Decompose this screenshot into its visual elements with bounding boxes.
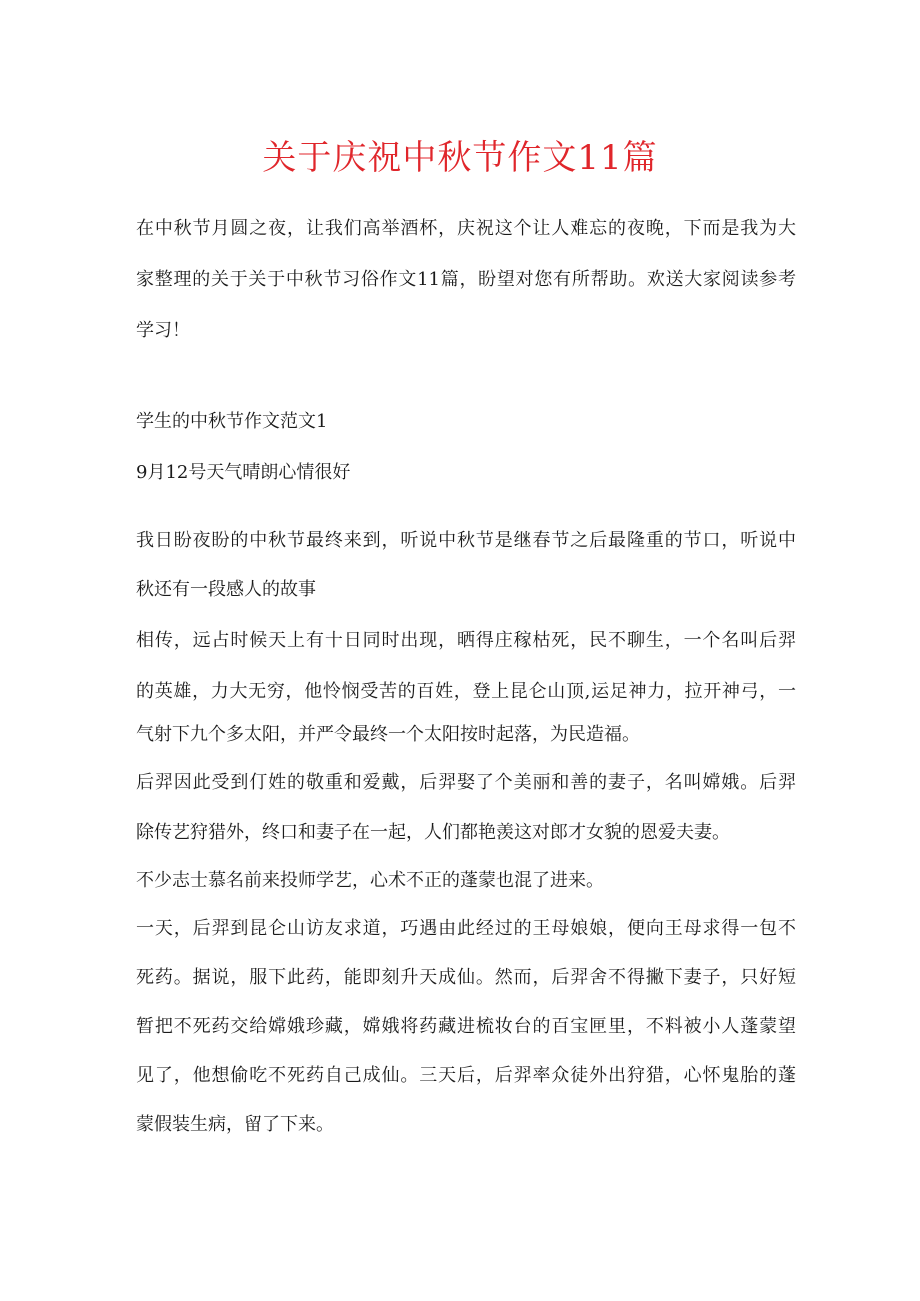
paragraph-2-line-1: 相传，远占时候天上有十日同时出现，晒得庄稼枯死，民不聊生，一个名叫后羿 xyxy=(136,630,796,651)
paragraph-5-line-1: 一天，后羿到昆仑山访友求道，巧遇由此经过的王母娘娘，便向王母求得一包不 xyxy=(136,918,796,939)
paragraph-5-line-3: 暂把不死药交给嫦娥珍藏，嫦娥将药藏进梳妆台的百宝匣里，不料被小人蓬蒙望 xyxy=(136,1016,796,1037)
paragraph-1-line-1: 我日盼夜盼的中秋节最终来到，听说中秋节是继春节之后最隆重的节口，听说中 xyxy=(136,530,796,551)
paragraph-1-line-2: 秋还有一段感人的故事 xyxy=(136,579,316,600)
paragraph-3-line-2: 除传艺狩猎外，终口和妻子在一起，人们都艳羡这对郎才女貌的恩爱夫妻。 xyxy=(136,822,730,843)
paragraph-3-line-1: 后羿因此受到仃姓的敬重和爱戴，后羿娶了个美丽和善的妻子，名叫嫦娥。后羿 xyxy=(136,772,796,793)
paragraph-4-line-1: 不少志士慕名前来投师学艺，心术不正的蓬蒙也混了进来。 xyxy=(136,870,604,891)
paragraph-2-line-3: 气射下九个多太阳，并严令最终一个太阳按时起落，为民造福。 xyxy=(136,724,640,745)
paragraph-5-line-4: 见了，他想偷吃不死药自己成仙。三天后，后羿率众徒外出狩猎，心怀鬼胎的蓬 xyxy=(136,1065,796,1086)
paragraph-5-line-5: 蒙假装生病，留了下来。 xyxy=(136,1114,334,1135)
intro-line-1: 在中秋节月圆之夜，让我们高举酒杯，庆祝这个让人难忘的夜晚，下而是我为大 xyxy=(136,218,796,239)
document-title: 关于庆祝中秋节作文11篇 xyxy=(262,138,658,178)
paragraph-5-line-2: 死药。据说，服下此药，能即刻升天成仙。然而，后羿舍不得撇下妻子，只好短 xyxy=(136,967,796,988)
diary-date-line: 9月12号天气晴朗心情很好 xyxy=(136,462,351,483)
intro-line-2: 家整理的关于关于中秋节习俗作文11篇，盼望对您有所帮助。欢送大家阅读参考 xyxy=(136,269,796,290)
paragraph-2-line-2: 的英雄，力大无穷，他怜悯受苦的百姓，登上昆仑山顶,运足神力，拉开神弓，一 xyxy=(136,681,796,702)
intro-line-3: 学习！ xyxy=(136,320,190,341)
section-heading: 学生的中秋节作文范文1 xyxy=(136,411,328,432)
